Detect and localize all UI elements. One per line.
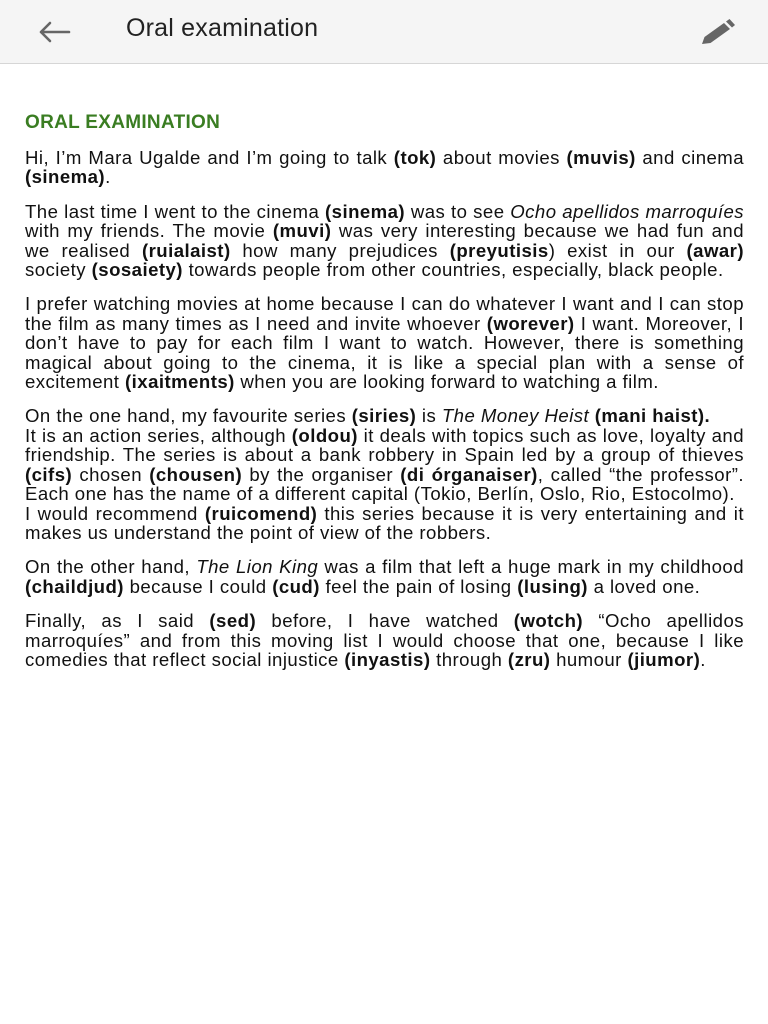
title-text: Ocho apellidos marroquíes [510,200,744,222]
text-run: towards people from other countries, especially, black people. [182,259,724,281]
text-run: how many prejudices [230,239,450,261]
text-run: through [430,648,508,670]
text-run: society [25,259,92,281]
text-run: was to see [405,200,511,222]
text-run: I want. Moreover, I don’t have to pay for each film I want to watch. However, there is something magical about going to the cinema, it is like a special plan with a sense of excitement [25,312,744,393]
pronunciation-hint: (sosaiety) [91,259,183,281]
paragraph [25,148,744,187]
paragraph [25,202,744,280]
paragraph [25,426,744,504]
document-content [25,112,744,684]
pronunciation-hint: (sinema) [325,200,406,222]
text-run: because I could [123,575,273,597]
paragraph [25,406,744,425]
text-run: . [105,166,111,188]
text-run: Hi, I’m Mara Ugalde and I’m going to talk [25,147,394,168]
text-run: ) exist in our [548,239,687,261]
pronunciation-hint: (siries) [351,405,417,427]
pronunciation-hint: (cifs) [25,463,73,485]
pronunciation-hint: (cud) [272,575,320,597]
text-run: It is an action series, although [25,424,292,446]
title-text: The Money Heist [441,405,590,427]
pronunciation-hint: (lusing) [517,575,588,597]
pronunciation-hint: (ruialaist) [141,239,231,261]
pronunciation-hint: (tok) [393,147,437,168]
text-run: feel the pain of losing [319,575,518,597]
text-run: before, I have watched [256,610,514,632]
pronunciation-hint: (awar) [686,239,744,261]
text-run: The last time I went to the cinema [25,200,326,222]
text-run: Finally, as I said [25,610,210,632]
pencil-icon [699,17,737,47]
title-text: The Lion King [196,556,319,578]
pronunciation-hint: (di órganaiser) [400,463,538,485]
back-button[interactable] [34,16,74,48]
pronunciation-hint: (zru) [507,648,551,670]
paragraph [25,611,744,669]
text-run: chosen [72,463,150,485]
text-run: . [700,648,706,670]
pronunciation-hint: (preyutisis [449,239,549,261]
pronunciation-hint: (ixaitments) [125,371,235,393]
edit-button[interactable] [698,14,738,50]
text-run: On the one hand, my favourite series [25,405,352,427]
text-run: was a film that left a huge mark in my childhood [318,556,745,578]
text-run: and cinema [635,147,745,168]
text-run: when you are looking forward to watching a film. [234,371,659,393]
pronunciation-hint: (chaildjud) [25,575,124,597]
pronunciation-hint: (muvis) [566,147,636,168]
text-run: humour [550,648,628,670]
pronunciation-hint: (chousen) [149,463,243,485]
pronunciation-hint: (worever) [486,312,575,334]
text-run: , called “the professor”. Each one has the name of a different capital (Tokio, Berlín, Oslo, Rio, Estocolmo). [25,463,744,505]
text-run: is [416,405,442,427]
paragraph [25,294,744,391]
text-run: I would recommend [25,502,205,524]
pronunciation-hint: (inyastis) [344,648,431,670]
text-run: about movies [436,147,567,168]
pronunciation-hint: (jiumor) [627,648,701,670]
text-run: On the other hand, [25,556,197,578]
page-title: Oral examination [126,14,319,42]
document-heading: ORAL EXAMINATION [25,112,221,133]
arrow-back-icon [37,20,71,44]
pronunciation-hint: (ruicomend) [204,502,318,524]
text-run: with my friends. The movie [25,220,273,242]
text-run: by the organiser [242,463,401,485]
pronunciation-hint: (oldou) [291,424,358,446]
text-run: it deals with topics such as love, loyalty and friendship. The series is about a bank robbery in Spain led by a group of thieves [25,424,745,466]
pronunciation-hint: (mani haist). [594,405,711,427]
text-run: was very interesting because we had fun and we realised [25,220,744,261]
text-run: this series because it is very entertaining and it makes us understand the point of view of the robbers. [25,502,744,543]
text-run: “Ocho apellidos marroquíes” and from this moving list I would choose that one, because I like comedies that reflect social injustice [25,610,744,670]
paragraph [25,504,744,543]
pronunciation-hint: (sed) [209,610,257,632]
text-run: I prefer watching movies at home because I can do whatever I want and I can stop the film as many times as I need and invite whoever [25,293,744,334]
app-bar [0,0,768,64]
pronunciation-hint: (muvi) [272,220,332,242]
pronunciation-hint: (wotch) [513,610,584,632]
paragraph [25,557,744,596]
text-run: a loved one. [587,575,701,597]
pronunciation-hint: (sinema) [25,166,106,188]
